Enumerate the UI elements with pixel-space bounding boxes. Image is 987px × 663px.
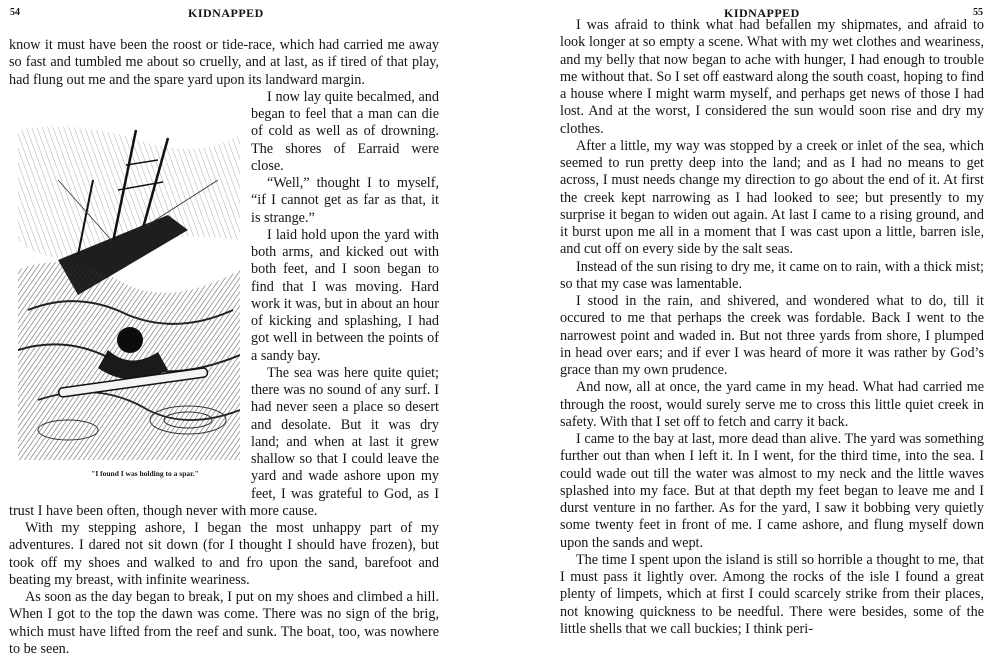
paragraph: The sea was here quite quiet; there was no sound of any surf. I had never seen a place so desert and desolate. But it was dry land; and when at last it grew shallow so that I could leave the yard and wade ashore upon my feet, I was grateful to God, as I trust I have been often, though never with more cause. — [9, 364, 439, 519]
shipwreck-illustration — [9, 120, 241, 487]
paragraph: know it must have been the roost or tide-race, which had carried me away so fast and tumbled me about so cruelly, and at last, as if tired of that play, had flung out me and the spare yard upon its landward margin. — [9, 37, 439, 88]
illustration-caption: "I found I was holding to a spar." — [91, 468, 199, 478]
running-head: KIDNAPPED — [724, 6, 800, 20]
paragraph: I came to the bay at last, more dead than alive. The yard was something further out than when I left it. In I went, for the third time, into the sea. I could wade out till the water was almost to my neck and the little waves splashed into my face. But at that depth my feet began to leave me and I durst venture in no farther. As for the yard, I saw it bobbing very quietly some twenty feet in front of me. I came ashore, and flung myself down upon the sands and wept. — [560, 431, 984, 551]
left-body-text — [9, 37, 439, 658]
paragraph: And now, all at once, the yard came in my head. What had carried me through the roost, would surely serve me to cross this little quiet creek in safety. With that I set off to fetch and carry it back. — [560, 379, 984, 430]
right-body-text — [560, 17, 984, 638]
paragraph: I laid hold upon the yard with both arms, and kicked out with both feet, and I soon began to find that I was moving. Hard work it was, but in about an hour of kicking and splashing, I had got well in between the points of a sandy bay. — [251, 226, 439, 364]
page-number: 54 — [10, 7, 20, 18]
paragraph: After a little, my way was stopped by a creek or inlet of the sea, which seemed to run pretty deep into the land; and as I had no means to get across, I must needs change my direction to go about the end of it. At first the creek kept narrowing as I had looked to see; but presently to my surprise it began to widen out again. At last I came to a rising ground, and it burst upon me all in a moment that I was cast upon a little, barren isle, and cut off on every side by the salt seas. — [560, 137, 984, 258]
paragraph: With my stepping ashore, I began the most unhappy part of my adventures. I dared not sit down (for I thought I should have frozen), but took off my shoes and walked to and fro upon the sand, barefoot and beating my breast, with infinite weariness. — [9, 520, 439, 588]
book-gutter — [470, 0, 542, 663]
paragraph: As soon as the day began to break, I put on my shoes and climbed a hill. When I got to the top the dawn was come. There was no sign of the brig, which must have lifted from the reef and sunk. The boat, too, was nowhere to be seen. — [9, 589, 439, 657]
paragraph: I stood in the rain, and shivered, and wondered what to do, till it occured to me that perhaps the creek was fordable. Back I went to the narrowest point and waded in. But not three yards from shore, I plumped in head over ears; and if ever I was heard of more it was rather by God’s grace than my own prudence. — [560, 293, 984, 378]
page-number: 55 — [973, 7, 983, 18]
left-page — [0, 0, 470, 663]
paragraph: The time I spent upon the island is still so horrible a thought to me, that I must pass it lightly over. Among the rocks of the isle I found a great plenty of limpets, which at first I could scarcely strike from their places, not knowing quickness to be needful. There were besides, some of the little shells that we call buckies; I think peri- — [560, 551, 984, 637]
running-head: KIDNAPPED — [188, 6, 264, 20]
paragraph: “Well,” thought I to myself, “if I cannot get as far as that, it is strange.” — [251, 175, 439, 226]
right-page — [542, 0, 987, 663]
paragraph: Instead of the sun rising to dry me, it came on to rain, with a thick mist; so that my case was lamentable. — [560, 258, 984, 292]
paragraph: I was afraid to think what had befallen my shipmates, and afraid to look longer at so empty a scene. What with my wet clothes and weariness, and my belly that now began to ache with hunger, I had enough to trouble me without that. So I set off eastward along the south coast, hoping to find a house where I might warm myself, and perhaps get news of those I had lost. And at the worst, I considered the sun would soon rise and dry my clothes. — [560, 17, 984, 137]
ship-in-storm-engraving — [18, 120, 240, 460]
paragraph: I now lay quite becalmed, and began to feel that a man can die of cold as well as of drowning. The shores of Earraid were close. — [251, 88, 439, 174]
